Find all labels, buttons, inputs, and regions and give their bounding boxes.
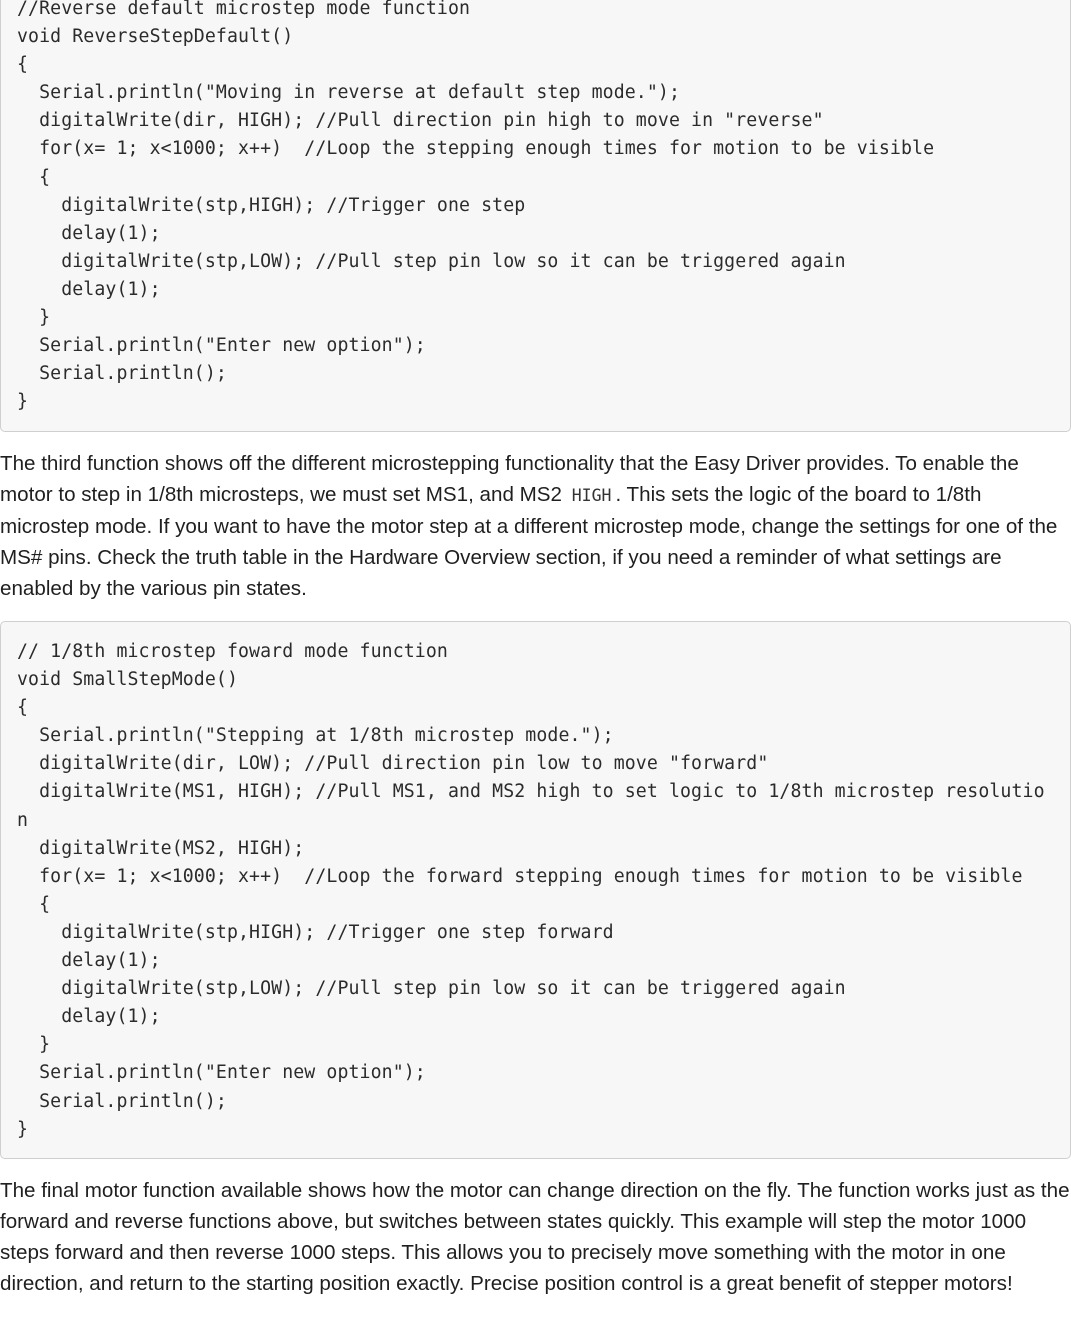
inline-code-high: HIGH — [571, 486, 612, 506]
code-block-reverse-step-default — [0, 0, 1071, 432]
paragraph-microstep-explanation — [0, 448, 1071, 604]
paragraph-final-motor-function: The final motor function available shows how the motor can change direction on the fly. The function works just as the forward and reverse functions above, but switches between states quickly. This example will step the motor 1000 steps forward and then reverse 1000 steps. This allows you to precisely move something with the motor in one direction, and return to the starting position exactly. Precise position control is a great benefit of stepper motors! — [0, 1179, 1070, 1296]
code-block-small-step-mode — [0, 621, 1071, 1159]
paragraph-text: The third function shows off the different microstepping functionality that the Easy Driver provides. To enable the motor to step in 1/8th microsteps, we must set MS1, and MS2 — [0, 452, 1019, 507]
code-text: // 1/8th microstep foward mode function void SmallStepMode() { Serial.println("Stepping at 1/8th microstep mode."); digitalWrite(dir, LOW); //Pull direction pin low to move "forward" digitalWrite(MS1, HIGH); //Pull MS1, and MS2 high to set logic to 1/8th microstep resolutio n digitalWrite(MS2, HIGH); for(x= 1; x<1000; x++) //Loop the forward stepping enough times for motion to be visible { digitalWrite(stp,HIGH); //Trigger one step forward delay(1); digitalWrite(stp,LOW); //Pull step pin low so it can be triggered again delay(1); } Serial.println("Enter new option"); Serial.println(); } — [17, 641, 1045, 1140]
code-text: //Reverse default microstep mode function void ReverseStepDefault() { Serial.println("Moving in reverse at default step mode."); digitalWrite(dir, HIGH); //Pull direction pin high to move in "reverse" for(x= 1; x<1000; x++) //Loop the stepping enough times for motion to be visible { digitalWrite(stp,HIGH); //Trigger one step delay(1); digitalWrite(stp,LOW); //Pull step pin low so it can be triggered again delay(1); } Serial.println("Enter new option"); Serial.println(); } — [17, 0, 935, 413]
paragraph-text: . This sets the logic of the board to 1/8th microstep mode. If you want to have the motor step at a different microstep mode, change the settings for one of the MS# pins. Check the truth table in the Hardware Overview section, if you need a reminder of what settings are enabled by the various pin states. — [0, 483, 1058, 601]
